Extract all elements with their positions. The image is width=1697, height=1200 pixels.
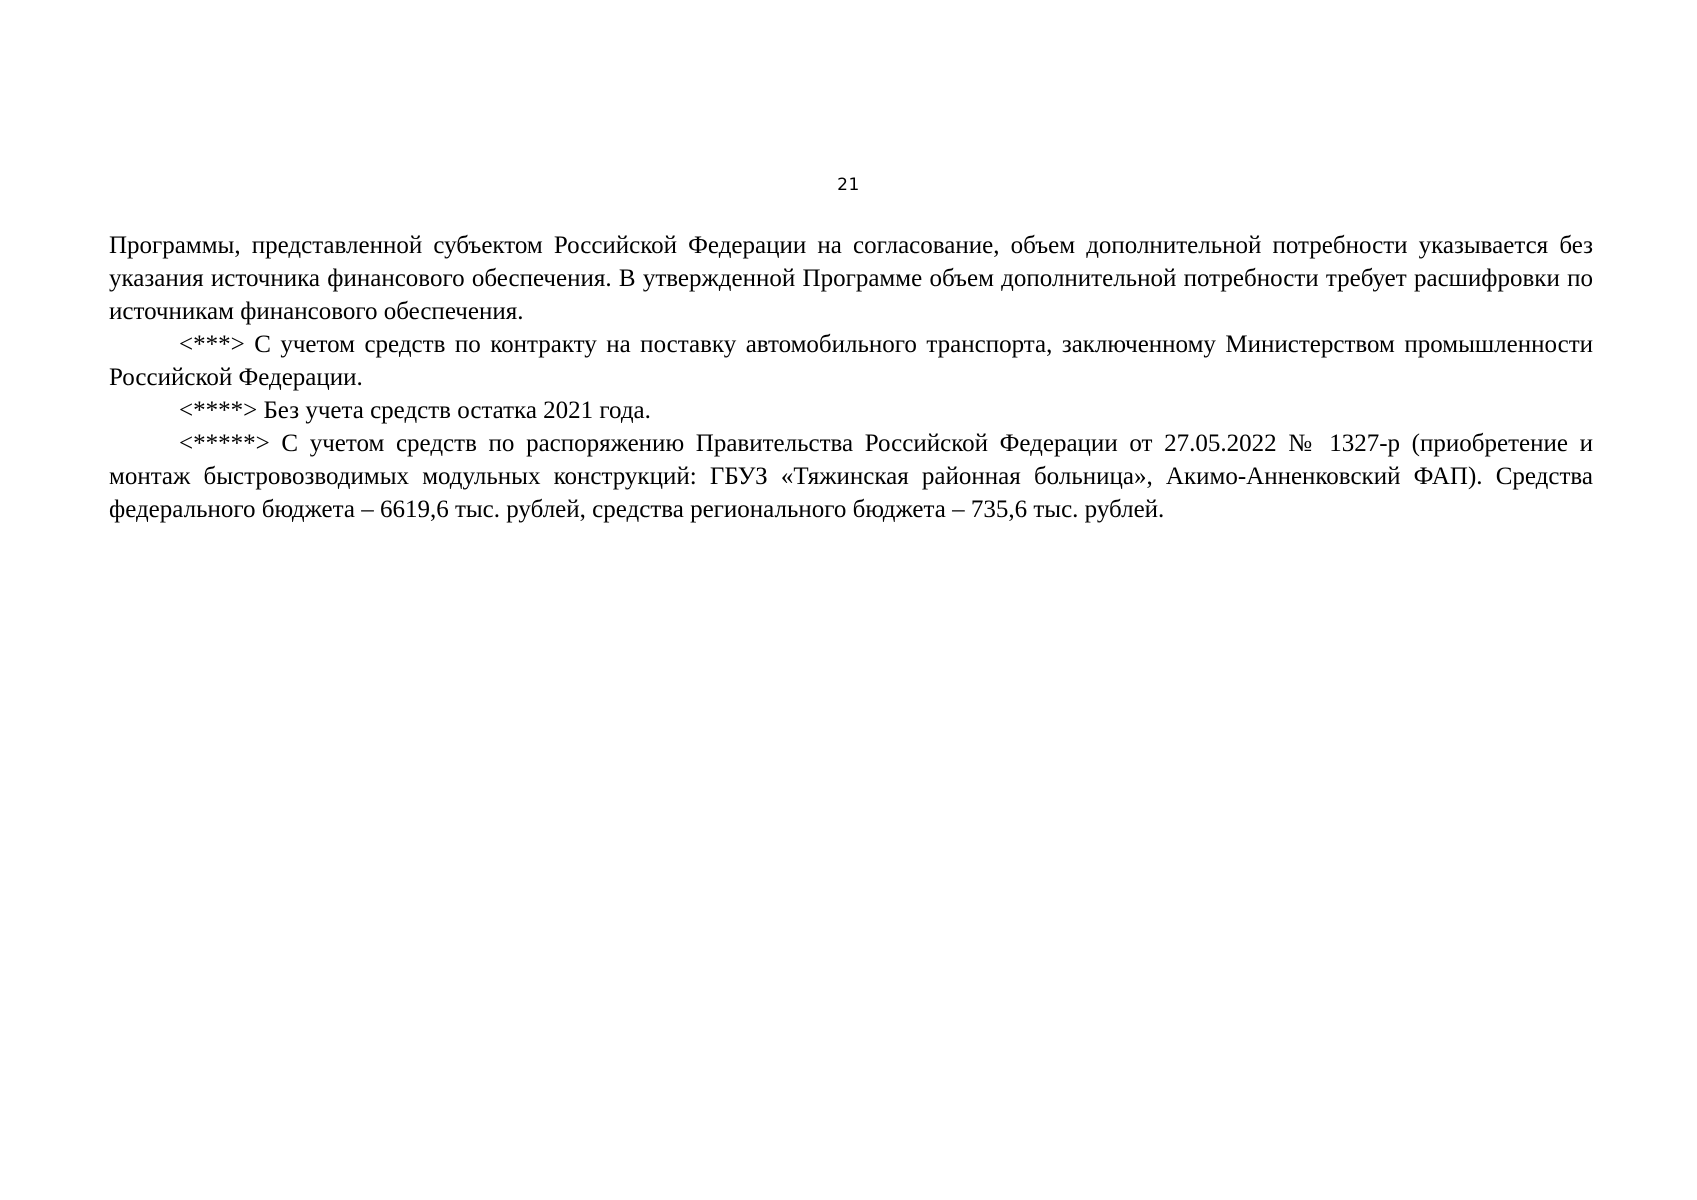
footnote-5-stars: <*****> С учетом средств по распоряжению Правительства Российской Федерации от 27.05.2022 № 1327-р (приобретение и монтаж быстровозводимых модульных конструкций: ГБУЗ «Тяжинская районная больница», Акимо-Анненковский ФАП). Средства федерального бюджета – 6619,6 тыс. рублей, средства регионального бюджета – 735,6 тыс. рублей. [109, 430, 1593, 523]
paragraph-continuation: Программы, представленной субъектом Российской Федерации на согласование, объем дополнительной потребности указывается без указания источника финансового обеспечения. В утвержденной Программе объем дополнительной потребности требует расшифровки по источникам финансового обеспечения. [109, 232, 1593, 325]
footnote-4-stars: <****> Без учета средств остатка 2021 года. [179, 397, 651, 424]
document-body [109, 229, 1593, 526]
footnote-3-stars: <***> С учетом средств по контракту на поставку автомобильного транспорта, заключенному Министерством промышленности Российской Федерации. [109, 331, 1593, 391]
page-number: 21 [837, 175, 860, 195]
